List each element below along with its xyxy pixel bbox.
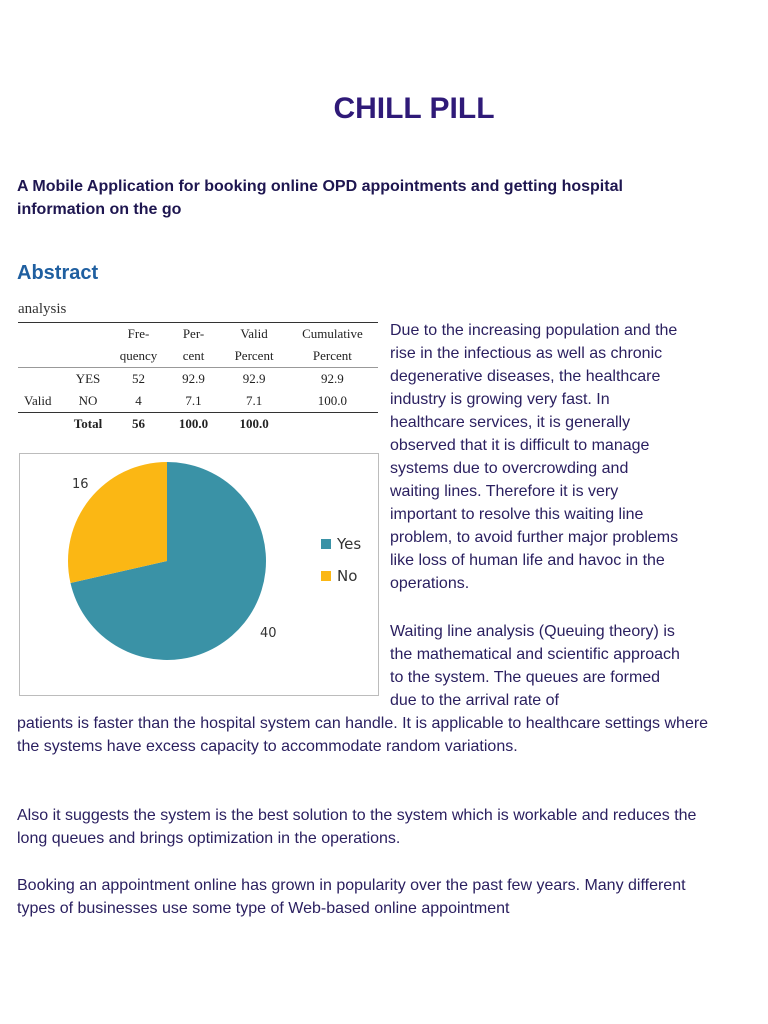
- header-cumulative-1: Cumulative: [287, 323, 378, 346]
- paragraph-optimization: Also it suggests the system is the best solution to the system which is workable and reduces the long queues and brings optimization in the operations.: [17, 807, 697, 847]
- paragraph-online-booking: Booking an appointment online has grown in popularity over the past few years. Many different types of businesses use some type of Web-based online appointment: [17, 877, 686, 917]
- data-label-yes: 40: [260, 626, 277, 641]
- pie-chart-svg: [20, 454, 378, 695]
- legend-label-no: No: [337, 567, 358, 585]
- pie-chart: [19, 453, 379, 696]
- frequency-table: [18, 322, 378, 435]
- legend-swatch-yes: [321, 539, 331, 549]
- legend-swatch-no: [321, 571, 331, 581]
- cell-cumulative-percent: 92.9: [321, 371, 344, 386]
- cell-percent: 7.1: [166, 390, 222, 413]
- cell-valid-percent: 92.9: [242, 371, 266, 386]
- document-subtitle: A Mobile Application for booking online OPD appointments and getting hospital information on the go: [17, 178, 623, 218]
- group-label: Valid: [18, 390, 65, 413]
- cell-frequency: 52: [131, 371, 145, 386]
- paragraph-queuing-theory: Waiting line analysis (Queuing theory) is the mathematical and scientific approach to the system. The queues are formed due to the arrival rate of: [390, 623, 680, 709]
- header-valid-percent-2: Percent: [221, 345, 287, 368]
- header-valid-percent-1: Valid: [221, 323, 287, 346]
- paragraph-queuing-theory-continued: patients is faster than the hospital system can handle. It is applicable to healthcare settings where the systems have excess capacity to accommodate random variations.: [17, 715, 709, 755]
- cell-frequency: 4: [111, 390, 166, 413]
- header-cumulative-2: Percent: [287, 345, 378, 368]
- header-frequency-2: quency: [111, 345, 166, 368]
- table-total-row: [18, 413, 378, 436]
- header-percent-1: Per-: [166, 323, 222, 346]
- header-percent-2: cent: [166, 345, 222, 368]
- abstract-heading: Abstract: [17, 262, 99, 284]
- cell-cumulative-percent: 100.0: [287, 390, 378, 413]
- cell-percent: 92.9: [182, 371, 205, 386]
- total-percent: 100.0: [178, 416, 209, 431]
- legend-label-yes: Yes: [337, 535, 362, 553]
- total-label: Total: [73, 416, 103, 431]
- table-row: [18, 390, 378, 413]
- page-title: CHILL PILL: [333, 92, 495, 125]
- row-label: YES: [75, 371, 101, 386]
- header-frequency-1: Fre-: [111, 323, 166, 346]
- table-row: [18, 368, 378, 391]
- total-valid-percent: 100.0: [239, 416, 269, 431]
- cell-valid-percent: 7.1: [221, 390, 287, 413]
- row-label: NO: [65, 390, 111, 413]
- table-header-row: [18, 323, 378, 346]
- paragraph-intro: Due to the increasing population and the rise in the infectious as well as chronic degenerative diseases, the healthcare industry is growing very fast. In healthcare services, it is generally observed that it is difficult to manage systems due to overcrowding and waiting lines. Therefore it is very important to resolve this waiting line problem, to avoid further major problems like loss of human life and havoc in the operations.: [390, 322, 679, 592]
- table-header-row: [18, 345, 378, 368]
- data-label-no: 16: [72, 477, 89, 492]
- total-cumulative-percent: [287, 413, 378, 436]
- table-caption: analysis: [18, 301, 67, 317]
- total-frequency: 56: [131, 416, 145, 431]
